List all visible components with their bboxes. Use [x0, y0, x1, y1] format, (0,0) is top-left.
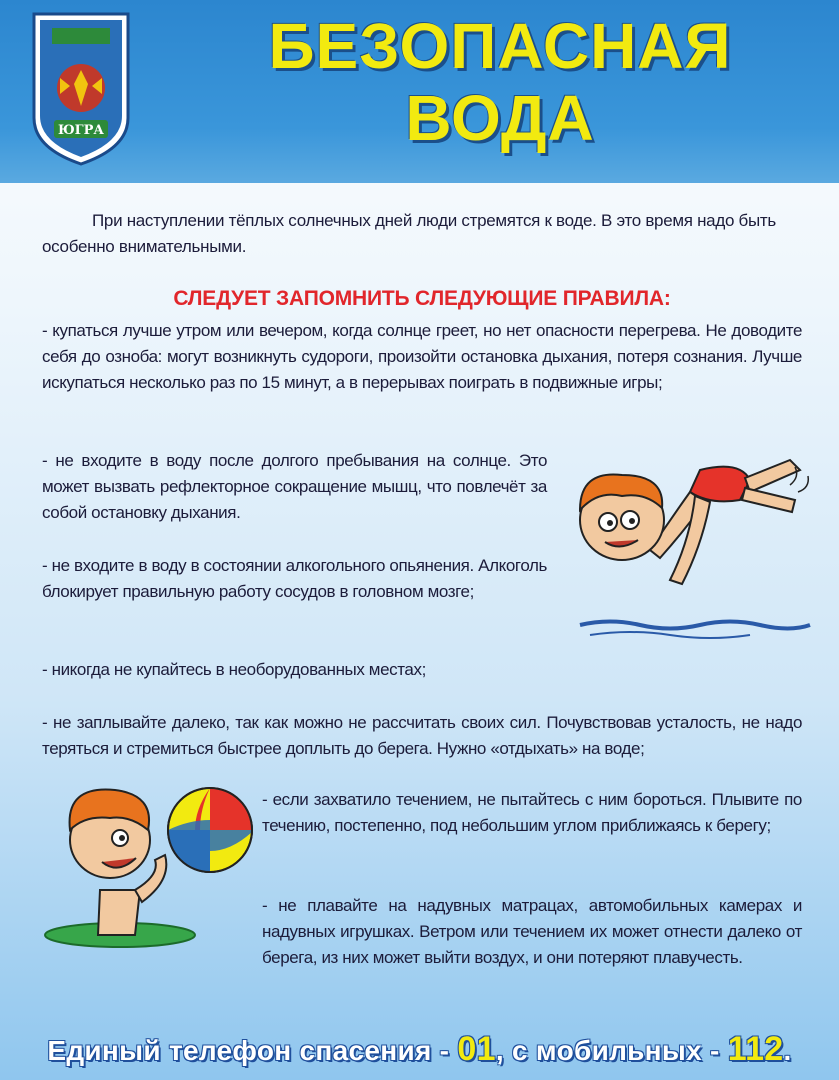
emblem-icon [30, 8, 132, 168]
rescue-phone-footer [0, 1030, 839, 1069]
footer-text: Единый телефон спасения - [47, 1035, 458, 1066]
boy-with-ball-illustration [40, 770, 260, 950]
emblem-label: ЮГРА [57, 123, 105, 138]
footer-end: . [783, 1035, 792, 1066]
intro-text: При наступлении тёплых солнечных дней люди стремятся к воде. В это время надо быть особенно внимательными. [42, 211, 776, 256]
rule-item: - купаться лучше утром или вечером, когда солнце греет, но нет опасности перегрева. Не доводите себя до озноба: могут возникнуть судороги, произойти остановка дыхания, потеря сознания. Лучше искупаться несколько раз по 15 минут, а в перерывах поиграть в подвижные игры; [42, 321, 802, 392]
rule-item: - если захватило течением, не пытайтесь с ним бороться. Плывите по течению, постепенно, под небольшим углом приближаясь к берегу; [262, 790, 802, 835]
title-line-1: БЕЗОПАСНАЯ [268, 10, 732, 82]
rules-heading: СЛЕДУЕТ ЗАПОМНИТЬ СЛЕДУЮЩИЕ ПРАВИЛА: [173, 287, 671, 310]
rule-item: - не заплывайте далеко, так как можно не рассчитать своих сил. Почувствовав усталость, не надо теряться и стремиться быстрее доплыть до берега. Нужно «отдыхать» на воде; [42, 713, 802, 758]
rule-item: - не входите в воду после долгого пребывания на солнце. Это может вызвать рефлекторное сокращение мышц, что повлечёт за собой остановку дыхания. [42, 451, 547, 522]
page-title [190, 10, 810, 154]
footer-text: , с мобильных - [495, 1035, 728, 1066]
rule-item: - не входите в воду в состоянии алкогольного опьянения. Алкоголь блокирует правильную работу сосудов в головном мозге; [42, 556, 547, 601]
header-banner [0, 0, 839, 183]
title-line-2: ВОДА [405, 82, 595, 154]
footer-number-112: 112 [727, 1030, 784, 1068]
footer-number-01: 01 [457, 1030, 496, 1068]
diving-boy-illustration [550, 430, 820, 640]
rule-item: - не плавайте на надувных матрацах, автомобильных камерах и надувных игрушках. Ветром или течением их может отнести далеко от берега, из них может выйти воздух, и они потеряют плавучесть. [262, 896, 802, 967]
rule-item: - никогда не купайтесь в необорудованных местах; [42, 660, 426, 679]
